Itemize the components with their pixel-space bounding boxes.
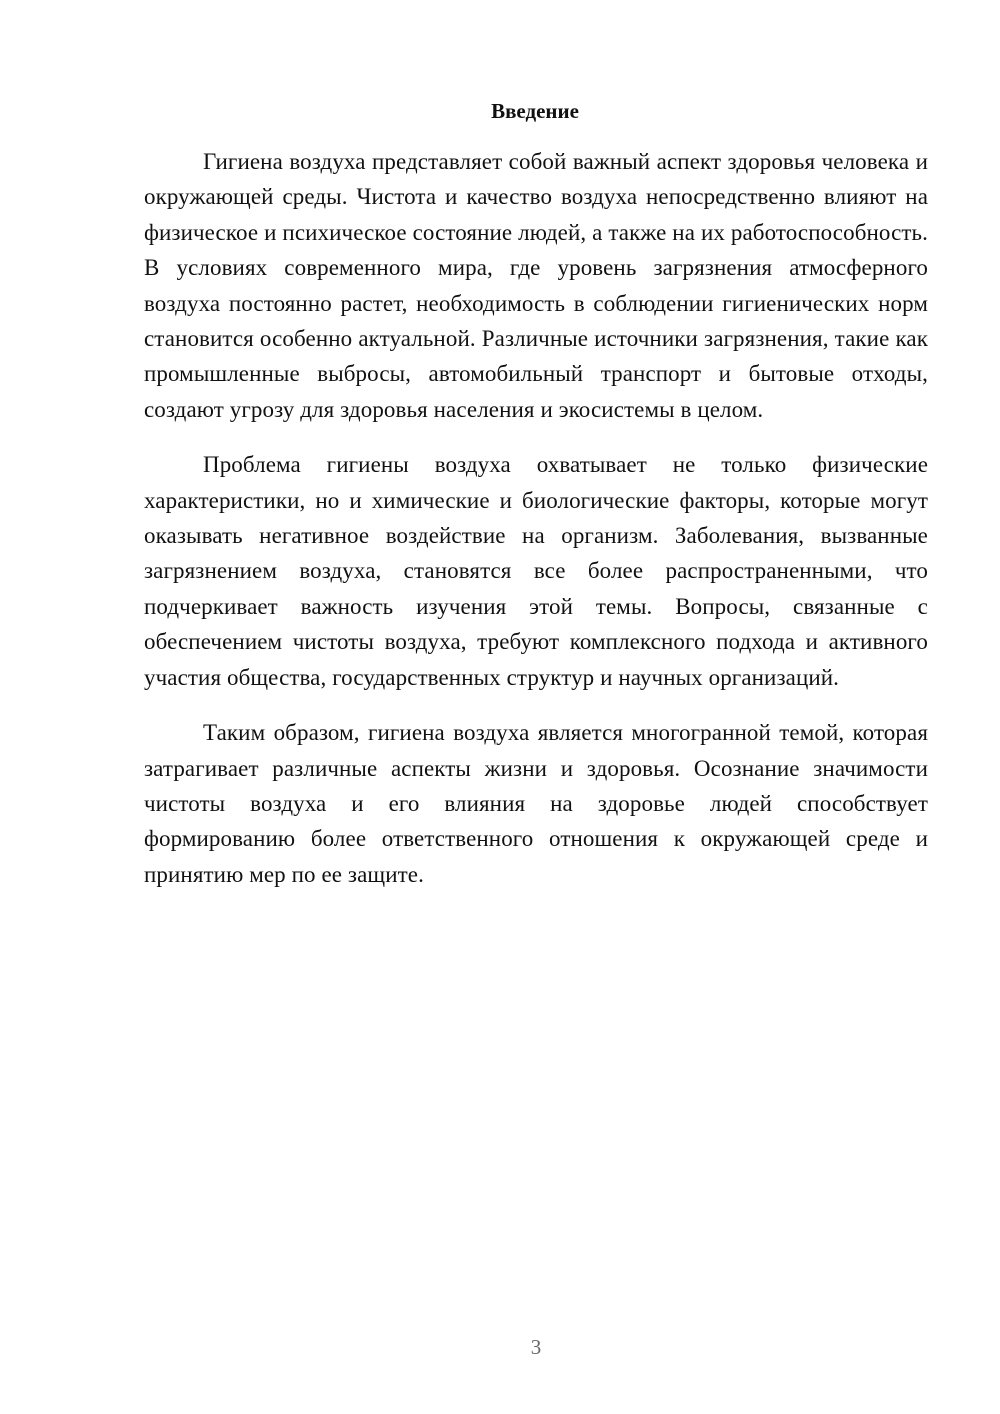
page-number: 3 (530, 1335, 542, 1359)
paragraph-1: Гигиена воздуха представляет собой важный аспект здоровья человека и окружающей среды. Чистота и качество воздуха непосредственно влияют на физическое и психическое состояние людей, а также на их работоспособность. В условиях современного мира, где уровень загрязнения атмосферного воздуха постоянно растет, необходимость в соблюдении гигиенических норм становится особенно актуальной. Различные источники загрязнения, такие как промышленные выбросы, автомобильный транспорт и бытовые отходы, создают угрозу для здоровья населения и экосистемы в целом. (144, 149, 928, 422)
section-heading: Введение (491, 99, 579, 123)
body-text (144, 144, 928, 892)
paragraph-3: Таким образом, гигиена воздуха является многогранной темой, которая затрагивает различные аспекты жизни и здоровья. Осознание значимости чистоты воздуха и его влияния на здоровье людей способствует формированию более ответственного отношения к окружающей среде и принятию мер по ее защите. (144, 720, 928, 887)
paragraph-2: Проблема гигиены воздуха охватывает не только физические характеристики, но и химические и биологические факторы, которые могут оказывать негативное воздействие на организм. Заболевания, вызванные загрязнением воздуха, становятся все более распространенными, что подчеркивает важность изучения этой темы. Вопросы, связанные с обеспечением чистоты воздуха, требуют комплексного подхода и активного участия общества, государственных структур и научных организаций. (144, 452, 928, 690)
